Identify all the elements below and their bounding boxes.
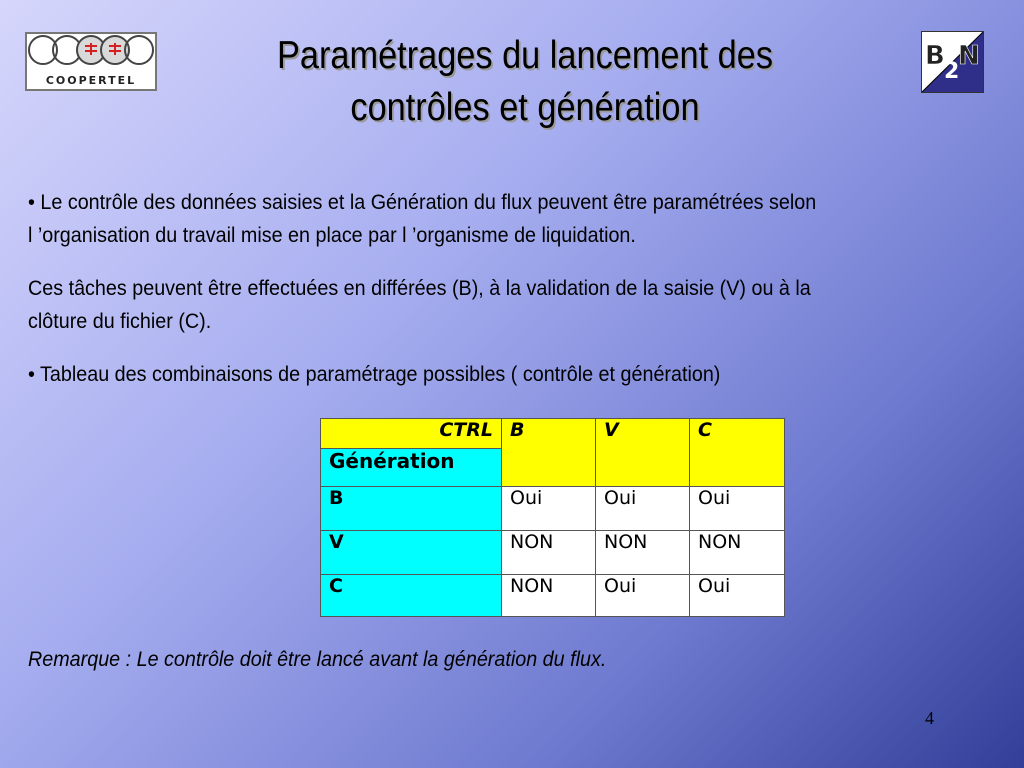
paragraph-intro-line-2: l ’organisation du travail mise en place par l ’organisme de liquidation.	[28, 224, 636, 247]
table-cell: NON	[502, 575, 596, 617]
title-line-1: Paramétrages du lancement des	[276, 34, 774, 77]
table-row	[321, 487, 785, 531]
svg-text:B: B	[925, 41, 945, 71]
svg-text:N: N	[958, 41, 980, 71]
logo-rings-icon	[27, 34, 155, 74]
logo-brand-text: COOPERTEL	[45, 74, 137, 87]
row-label-b: B	[321, 487, 502, 531]
paragraph-tasks	[28, 272, 930, 338]
table-cell: Oui	[502, 487, 596, 531]
coopertel-logo	[25, 32, 157, 91]
remark-note: Remarque : Le contrôle doit être lancé avant la génération du flux.	[28, 648, 607, 671]
table-cell: Oui	[596, 575, 690, 617]
table-row	[321, 575, 785, 617]
table-cell: Oui	[690, 575, 785, 617]
svg-text:2: 2	[944, 59, 960, 84]
b2n-logo-icon	[922, 32, 983, 92]
column-header-b: B	[502, 419, 596, 487]
title-line-2: contrôles et génération	[350, 86, 700, 129]
column-header-v: V	[596, 419, 690, 487]
table-cell: NON	[690, 531, 785, 575]
page-title	[239, 30, 811, 134]
b2n-logo	[921, 31, 984, 93]
table-cell: NON	[502, 531, 596, 575]
page-number: 4	[925, 708, 934, 728]
table-corner-ctrl: CTRL	[321, 419, 502, 449]
column-header-c: C	[690, 419, 785, 487]
table-row	[321, 531, 785, 575]
table-cell: NON	[596, 531, 690, 575]
paragraph-table-intro: • Tableau des combinaisons de paramétrage possibles ( contrôle et génération)	[28, 363, 721, 386]
row-label-v: V	[321, 531, 502, 575]
table-corner-generation: Génération	[321, 449, 502, 487]
paragraph-intro	[28, 186, 930, 252]
paragraph-tasks-line-1: Ces tâches peuvent être effectuées en différées (B), à la validation de la saisie (V) ou à la	[28, 277, 811, 300]
table-cell: Oui	[596, 487, 690, 531]
table-cell: Oui	[690, 487, 785, 531]
combination-table	[320, 418, 785, 617]
paragraph-intro-line-1: • Le contrôle des données saisies et la Génération du flux peuvent être paramétrées selon	[28, 191, 817, 214]
paragraph-tasks-line-2: clôture du fichier (C).	[28, 310, 212, 333]
row-label-c: C	[321, 575, 502, 617]
